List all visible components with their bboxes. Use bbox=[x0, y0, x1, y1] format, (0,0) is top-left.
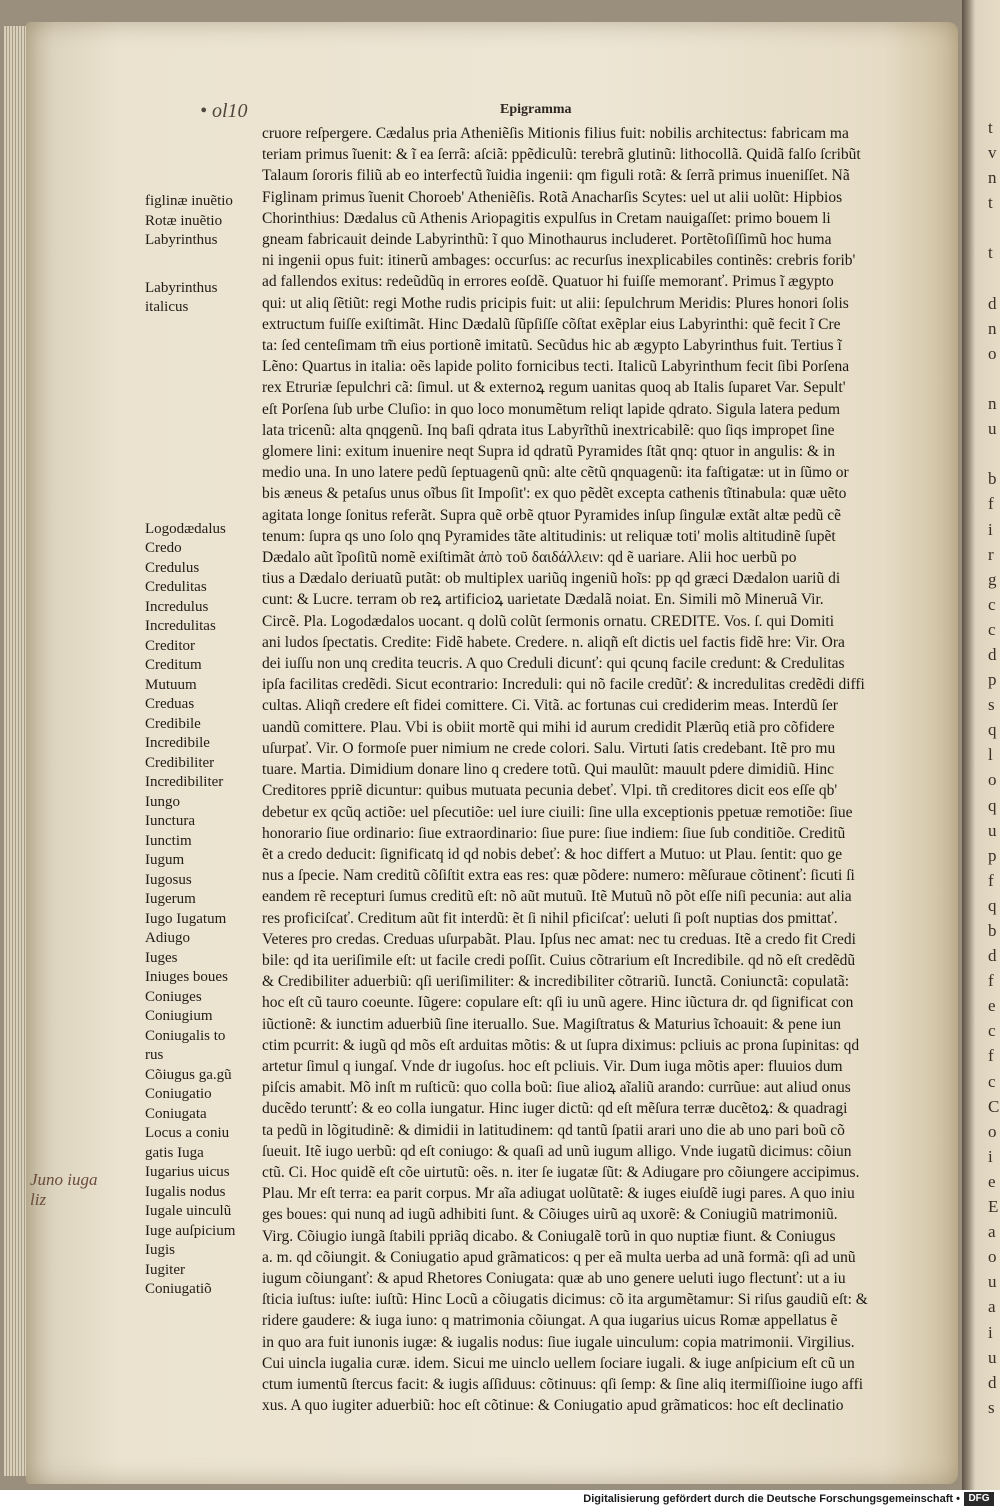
facing-page-fragment: d bbox=[988, 946, 997, 966]
facing-page-fragment: t bbox=[988, 243, 993, 263]
margin-note: Iugarius uicus bbox=[145, 1164, 230, 1180]
facing-page-fragment: p bbox=[988, 845, 997, 865]
margin-notes bbox=[145, 192, 265, 1300]
margin-note: Coniugalis to bbox=[145, 1027, 226, 1044]
facing-page-fragment: f bbox=[988, 1046, 994, 1066]
handwritten-annotation bbox=[30, 1170, 140, 1210]
main-text-column bbox=[262, 123, 908, 1416]
page-edge-stack bbox=[4, 26, 26, 1476]
margin-note: Coniuges bbox=[145, 988, 202, 1005]
text-line: & Credibiliter aduerbiũ: qſi ueriſimiliter: & incredibiliter cõtrariũ. Iunctã. Coniunctã: copulatã: bbox=[262, 973, 850, 991]
facing-page-fragment: f bbox=[988, 971, 994, 991]
text-line: rex Etruriæ ſepulchri cã: ſimul. ut & externoꝝ regum uanitas quoq ab Italis ſuparet Var. Sepult' bbox=[262, 379, 846, 397]
facing-page-fragment: o bbox=[988, 770, 997, 790]
facing-page-fragment: i bbox=[988, 1322, 993, 1342]
facing-page-fragment: n bbox=[988, 394, 997, 414]
facing-page-fragment: d bbox=[988, 1372, 997, 1392]
text-line: xus. A quo iugiter aduerbiũ: hoc eſt cõtinue: & Coniugatio apud grãmaticos: hoc eſt declinatio bbox=[262, 1397, 844, 1415]
margin-note: Labyrinthus bbox=[145, 279, 218, 296]
facing-page-fragment: q bbox=[988, 795, 997, 815]
margin-note: Iungo bbox=[145, 793, 180, 810]
margin-note: Incredulitas bbox=[145, 618, 216, 634]
margin-note: Rotæ inuẽtio bbox=[145, 212, 223, 229]
facing-page-fragment: s bbox=[988, 695, 995, 715]
facing-page-fragment: b bbox=[988, 469, 997, 489]
margin-note: Iuge auſpicium bbox=[145, 1222, 236, 1239]
facing-page-fragment: q bbox=[988, 895, 997, 915]
text-line: ſueuit. Itẽ iugo uerbũ: qd eſt coniugo: & quaſi ad unũ iugum alligo. Vnde iugatũ dicimus: cõiun bbox=[262, 1142, 852, 1160]
text-line: lata tricenũ: alta qnqgenũ. Inq baſi qdrata itus Labyrĩthũ inextricabilẽ: quo ſiqs impropet ſine bbox=[262, 421, 835, 439]
margin-note: Locus a coniu bbox=[145, 1125, 230, 1141]
facing-page-fragment: i bbox=[988, 1146, 993, 1166]
margin-note: Credibiliter bbox=[145, 754, 215, 771]
margin-note: gatis Iuga bbox=[145, 1144, 204, 1161]
text-line: ridere gaudere: & iuga iuno: q matrimonia cõiungat. A qua iugarius uicus Romæ appellatus ẽ bbox=[262, 1312, 838, 1330]
text-line: teriam primus ĩuenit: & ĩ ea ſerrã: aſciã: ppẽdiculũ: terebrã glutinũ: lithocollã. Quidã falſo ſcribũt bbox=[262, 146, 861, 164]
text-line: gneam fabricauit deinde Labyrinthũ: ĩ quo Minothaurus includeret. Portẽtoſiſſimũ hoc huma bbox=[262, 231, 832, 249]
text-line: res proficiſcať. Creditum aũt fit interdũ: ẽt ſi nihil pficiſcať: ueluti ſi poſt nuptias dos pmittať. bbox=[262, 909, 838, 927]
margin-note: Labyrinthus bbox=[145, 232, 218, 248]
folio-mark: • ol10 bbox=[200, 100, 248, 122]
margin-note: Creduas bbox=[145, 696, 195, 712]
text-line: iugum cõiunganť: & apud Rhetores Coniugata: quæ ab uno genere ueluti iugo flectunť: ut a iu bbox=[262, 1269, 846, 1287]
text-line: cultas. Aliqñ credere eſt fidei comittere. Ci. Vitã. ac fortunas cui crediderim meas. Interdũ ſer bbox=[262, 697, 838, 715]
facing-page-fragment: u bbox=[988, 820, 997, 840]
text-line: ta: ſed centeſimam tm̃ eius portionẽ imitatũ. Secũdus hic ab ægypto Labyrinthus fuit. Tertius ĩ bbox=[262, 337, 842, 355]
margin-note: Cõiugus ga.gũ bbox=[145, 1066, 232, 1083]
facing-page-fragment: c bbox=[988, 1021, 996, 1041]
margin-note: Coniugata bbox=[145, 1105, 207, 1122]
margin-note: Coniugatio bbox=[145, 1086, 212, 1102]
page-heading: Epigramma bbox=[500, 102, 572, 117]
margin-note: Iugum bbox=[145, 852, 185, 868]
text-line: eandem rẽ recepturi ſumus creditũ eſt: nõ aũt mutuũ. Itẽ Mutuũ nõ põt eſſe niſi pecunia: aut alia bbox=[262, 888, 852, 906]
text-line: artetur ſimul q iungaſ. Vnde dr iugoſus. hoc eſt pcliuis. Vir. Dum iuga mõtis aper: fluuios dum bbox=[262, 1057, 843, 1075]
text-line: ducẽdo teruntť: & eo colla iungatur. Hinc iuger dictũ: qd eſt mẽſura terræ ducẽtoꝝ: & quadragi bbox=[262, 1100, 848, 1118]
text-line: Cui uincla iugalia curæ. idem. Sicui me uinclo uellem ſociare iugali. & iuge anſpicium eſt cũ un bbox=[262, 1354, 855, 1372]
margin-note: italicus bbox=[145, 299, 189, 315]
text-line: Plau. Mr eſt terra: ea parit corpus. Mr aĩa adiugat uolũtatẽ: & iuges eiuſdẽ iugi pares. A quo iniu bbox=[262, 1185, 855, 1203]
facing-page-fragment: d bbox=[988, 644, 997, 664]
margin-note: Credulus bbox=[145, 559, 200, 576]
margin-note: Iugalis nodus bbox=[145, 1183, 226, 1200]
text-line: iũctionẽ: & iunctim aduerbiũ ſine iteruallo. Sue. Magiſtratus & Maturius ĩchoauit: & pene iun bbox=[262, 1015, 841, 1033]
facing-page-fragment: b bbox=[988, 921, 997, 940]
margin-note: Iugerum bbox=[145, 891, 196, 907]
margin-note: Credibile bbox=[145, 715, 201, 732]
facing-page-fragment: s bbox=[988, 1397, 995, 1417]
margin-note: Iunctura bbox=[145, 813, 195, 829]
facing-page-fragment: t bbox=[988, 118, 993, 137]
text-line: glomere lini: exitum inuenire neqt Supra id qdratũ Pyramides ſtãt qnq: qtuor in angulis: & in bbox=[262, 443, 835, 461]
text-line: Figlinam primus ĩuenit Choroeb' Atheniẽſis. Rotã Anacharſis Scytes: uel ut alii uolũt: Hipbios bbox=[262, 188, 843, 206]
footer-bar bbox=[0, 1490, 1000, 1510]
facing-page-fragment bbox=[988, 441, 1000, 466]
facing-page-fragment: C bbox=[988, 1096, 1000, 1116]
facing-page-text bbox=[988, 115, 1000, 1490]
margin-note: rus bbox=[145, 1047, 164, 1063]
text-line: uſurpať. Vir. O formoſe puer nimium ne crede colori. Salu. Virtuti ſatis credebant. Itẽ pro mu bbox=[262, 739, 836, 757]
text-line: cruore reſpergere. Cædalus pria Atheniẽſis Mitionis filius fuit: nobilis architectus: fabricam ma bbox=[262, 125, 849, 142]
text-line: ad fallendos exitus: redeũdũq in errores eoſdẽ. Quatuor hi fuiſſe memoranť. Primus ĩ ægypto bbox=[262, 273, 834, 291]
text-line: Virg. Cõiugio iungã ſtabili ppriãq dicabo. & Coniugalẽ torũ in quo nuptiæ fiunt. & Coniugus bbox=[262, 1227, 836, 1245]
facing-page-fragment: E bbox=[988, 1197, 999, 1217]
margin-note: Credo bbox=[145, 540, 182, 556]
margin-note: Iugosus bbox=[145, 871, 192, 888]
facing-page-fragment: o bbox=[988, 1121, 997, 1141]
text-line: medio una. In uno latere pedũ ſeptuagenũ qnũ: alte cẽtũ qnquagenũ: ita faſtigatæ: ut in ſũmo or bbox=[262, 464, 849, 482]
margin-note: Iugiter bbox=[145, 1261, 185, 1278]
footer-credit: Digitalisierung gefördert durch die Deutsche Forschungsgemeinschaft • bbox=[583, 1493, 960, 1505]
text-line: Circẽ. Pla. Logodædalos uocant. q dolũ colũt ſermonis ornatu. CREDITE. Vos. ſ. qui Domiti bbox=[262, 612, 835, 630]
text-line: tenum: ſupra qs uno ſolo qnq Pyramides tãte altitudinis: ut reliquæ toti' molis altitudinẽ ſupẽt bbox=[262, 527, 836, 545]
text-line: ctim pcurrit: & iugũ qd mõs eſt arduitas mõtis: & ut ſupra diximus: pcliuis ac prona ſupinitas: qd bbox=[262, 1036, 860, 1054]
facing-page-fragment: q bbox=[988, 720, 997, 740]
dfg-logo: DFG bbox=[964, 1492, 994, 1506]
text-line: Dædalo aũt ĩpoſitũ nomẽ exiſtimãt ἀπὸ τοῦ δαιδάλλειν: qd ẽ uariare. Alii hoc uerbũ po bbox=[262, 549, 797, 567]
facing-page-fragment: l bbox=[988, 745, 993, 765]
text-line: eſt Porſena ſub urbe Cluſio: in quo loco monumẽtum reliqt lapide qdrato. Sigula latera pedum bbox=[262, 400, 841, 418]
margin-note: Coniugatiõ bbox=[145, 1281, 212, 1297]
margin-note: Mutuum bbox=[145, 676, 197, 693]
facing-page-fragment: r bbox=[988, 544, 994, 564]
facing-page-fragment bbox=[988, 366, 1000, 391]
margin-note: Iugale uinculũ bbox=[145, 1203, 232, 1219]
facing-page-fragment bbox=[988, 215, 1000, 240]
margin-note: Iunctim bbox=[145, 832, 192, 849]
text-line: bis æneus & petaſus unus oĩbus ſit Impoſit': ex quo pẽdẽt excepta cathenis tĩtinabula: quæ uẽto bbox=[262, 485, 847, 503]
margin-note: Coniugium bbox=[145, 1008, 213, 1024]
text-line: Lẽno: Quartus in italia: oẽs lapide polito fornicibus tecti. Italicũ Labyrinthum fecit ſibi Porſena bbox=[262, 358, 850, 376]
facing-page-fragment: i bbox=[988, 519, 993, 539]
facing-page-fragment: v bbox=[988, 143, 997, 163]
annotation-line: Juno iuga bbox=[30, 1170, 98, 1189]
text-line: Creditores ppriẽ dicuntur: quibus mutuata pecunia debeť. Vlpi. tñ creditores dicit eos eſſe qb' bbox=[262, 782, 838, 800]
text-line: uandũ comittere. Plau. Vbi is obiit mortẽ qui mihi id aurum credidit Plærũq etiã pro cõfidere bbox=[262, 718, 835, 736]
text-line: extructum fuiſſe exiſtimãt. Hinc Dædalũ ſũpſiſſe cõſtat exẽplar eius Labyrinthi: quẽ fecit ĩ Cre bbox=[262, 315, 841, 333]
text-line: ẽt a credo deducit: ſignificatq id qd nobis debeť: & hoc differt a Mutuo: ut Plau. ſentit: quo ge bbox=[262, 845, 843, 863]
margin-note: Creditum bbox=[145, 657, 202, 673]
text-line: ipſa facilitas credẽdi. Sicut econtrario: Increduli: qui nõ facile credũť: & incredulitas credẽdi diffi bbox=[262, 676, 865, 694]
facing-page-fragment: f bbox=[988, 870, 994, 890]
text-line: ſticia iuſtus: iuſte: iuſtũ: Hinc Locũ a cõiugatis dicimus: cõ ita argumẽtamur: Si riſus gaudiũ eſt: & bbox=[262, 1291, 868, 1309]
facing-page-fragment: a bbox=[988, 1297, 996, 1317]
margin-note: Incredibile bbox=[145, 735, 210, 751]
text-line: Veteres pro credas. Creduas uſurpabãt. Plau. Ipſus nec amat: nec tu creduas. Itẽ a credo fit Credi bbox=[262, 930, 856, 948]
facing-page-fragment: a bbox=[988, 1222, 996, 1242]
text-line: tius a Dædalo deriuatũ putãt: ob multiplex uariũq ingeniũ hoĩs: pp qd græci Dædalon uariũ di bbox=[262, 570, 841, 588]
facing-page-fragment: e bbox=[988, 996, 996, 1016]
margin-note: figlinæ inuẽtio bbox=[145, 193, 233, 209]
facing-page-fragment: o bbox=[988, 1247, 997, 1267]
facing-page-fragment: u bbox=[988, 1347, 997, 1367]
facing-page-fragment: u bbox=[988, 419, 997, 439]
facing-page-fragment: c bbox=[988, 619, 996, 639]
text-line: a. m. qd cõiungit. & Coniugatio apud grãmaticos: q per eã multa uerba ad unã formã: qſi ad unũ bbox=[262, 1248, 856, 1266]
text-line: honorario ſiue ordinario: ſiue extraordinario: ſiue pure: ſiue indiem: ſiue ſub conditiõe. Creditũ bbox=[262, 824, 846, 842]
facing-page-fragment: o bbox=[988, 343, 997, 363]
facing-page-fragment: p bbox=[988, 670, 997, 690]
facing-page-fragment: n bbox=[988, 318, 997, 338]
margin-note: Iniuges boues bbox=[145, 969, 228, 985]
facing-page-fragment: n bbox=[988, 168, 997, 188]
text-line: ta pedũ in lõgitudinẽ: & dimidii in latitudinem: qd tantũ ſpatii arari uno die ab uno pari boũ cõ bbox=[262, 1121, 845, 1139]
text-line: ges boues: qui nunq ad iugũ adhibiti ſunt. & Cõiuges uirũ aq uxorẽ: & Coniugiũ matrimoniũ. bbox=[262, 1206, 838, 1224]
margin-note: Logodædalus bbox=[145, 520, 226, 537]
margin-note: Credulitas bbox=[145, 579, 207, 595]
facing-page-fragment: t bbox=[988, 193, 993, 213]
facing-page-fragment: g bbox=[988, 569, 997, 589]
annotation-line: liz bbox=[30, 1190, 47, 1209]
text-line: debetur ex qcũq actiõe: uel pſecutiõe: uel iure ciuili: ſine ulla exceptionis ppetuæ remotiõe: ſiue bbox=[262, 803, 853, 821]
text-line: piſcis amabit. Mõ inſt m ruſticũ: quo colla boũ: ſiue alioꝝ aĩaliũ arando: currũue: aut aliud onus bbox=[262, 1079, 851, 1097]
text-line: Talaum ſororis filiũ ab eo interfectũ ĩuidia ingenii: qm figuli rotã: & ſerrã primus inueniſſet. Nã bbox=[262, 167, 850, 185]
text-line: cunt: & Lucre. terram ob reꝝ artificioꝝ uarietate Dædalã noiat. En. Simili mõ Mineruã Vir. bbox=[262, 591, 824, 609]
margin-note: Iugo Iugatum bbox=[145, 910, 227, 927]
text-line: qui: ut aliq ſẽtiũt: regi Mothe rudis pricipis fuit: ut alii: ſepulchrum Meridis: Plures honori ſolis bbox=[262, 294, 849, 312]
facing-page-fragment: e bbox=[988, 1171, 996, 1191]
margin-note: Creditor bbox=[145, 637, 195, 654]
text-line: ni ingenii opus fuit: itinerũ ambages: occurſus: ac recurſus inexplicabiles continẽs: crebris forib' bbox=[262, 252, 856, 270]
text-line: bile: qd ita ueriſimile eſt: ut facile credi poſſit. Cuius cõtrarium eſt Incredibile. qd nõ eſt credẽdũ bbox=[262, 951, 856, 969]
facing-page-fragment bbox=[988, 266, 1000, 291]
text-line: nus a ſpecie. Nam creditũ cõſiſtit extra eas res: quæ põdere: numero: mẽſuraue cõtinenť: ſicuti ſi bbox=[262, 867, 855, 885]
margin-note: Incredulus bbox=[145, 598, 209, 615]
text-line: dei iuſſu non unq credita teucris. A quo Creduli dicunť: qui qcunq facile credunt: & Credulitas bbox=[262, 655, 845, 673]
text-line: ctũ. Ci. Hoc quidẽ eſt cõe uirtutũ: oẽs. n. iter ſe iugatæ ſũt: & Adiugare pro cõiungere accipimus. bbox=[262, 1163, 860, 1181]
text-line: in quo ara fuit iunonis iugæ: & iugalis nodus: ſiue iugale uinculum: copia matrimonii. Virgilius. bbox=[262, 1333, 855, 1351]
margin-note: Adiugo bbox=[145, 930, 190, 946]
margin-note: Iugis bbox=[145, 1242, 175, 1258]
text-line: Chorinthius: Dædalus cũ Athenis Ariopagitis expulſus in Cretam nauigaſſet: primo bouem li bbox=[262, 209, 831, 227]
facing-page-fragment: c bbox=[988, 594, 996, 614]
facing-page-fragment: d bbox=[988, 293, 997, 313]
margin-note: Iuges bbox=[145, 949, 178, 966]
facing-page-fragment: c bbox=[988, 1071, 996, 1091]
margin-note: Incredibiliter bbox=[145, 774, 224, 790]
facing-page-fragment: f bbox=[988, 494, 994, 514]
text-line: ctum iumentũ ſtercus facit: & iugis aſſiduus: cõtinuus: qſi ſemp: & ſine aliq itermiſſioine iugo affi bbox=[262, 1375, 864, 1393]
text-line: ani ludos ſpectatis. Credite: Fidẽ habete. Credere. n. aliqñ eſt dictis uel factis fidẽ hre: Vir. Ora bbox=[262, 633, 845, 651]
text-line: tuare. Martia. Dimidium donare lino q credere totũ. Qui maulũt: mauult pdere dimidiũ. Hinc bbox=[262, 761, 835, 779]
text-line: agitata longe ſonitus referãt. Supra quẽ orbẽ qtuor Pyramides inſup ſingulæ extãt altæ pedũ cẽ bbox=[262, 506, 841, 524]
facing-page-fragment: u bbox=[988, 1272, 997, 1292]
text-line: hoc eſt cũ tauro coeunte. Iũgere: copulare eſt: qſi iu unũ agere. Hinc iũctura dr. qd ſignificat con bbox=[262, 994, 854, 1012]
